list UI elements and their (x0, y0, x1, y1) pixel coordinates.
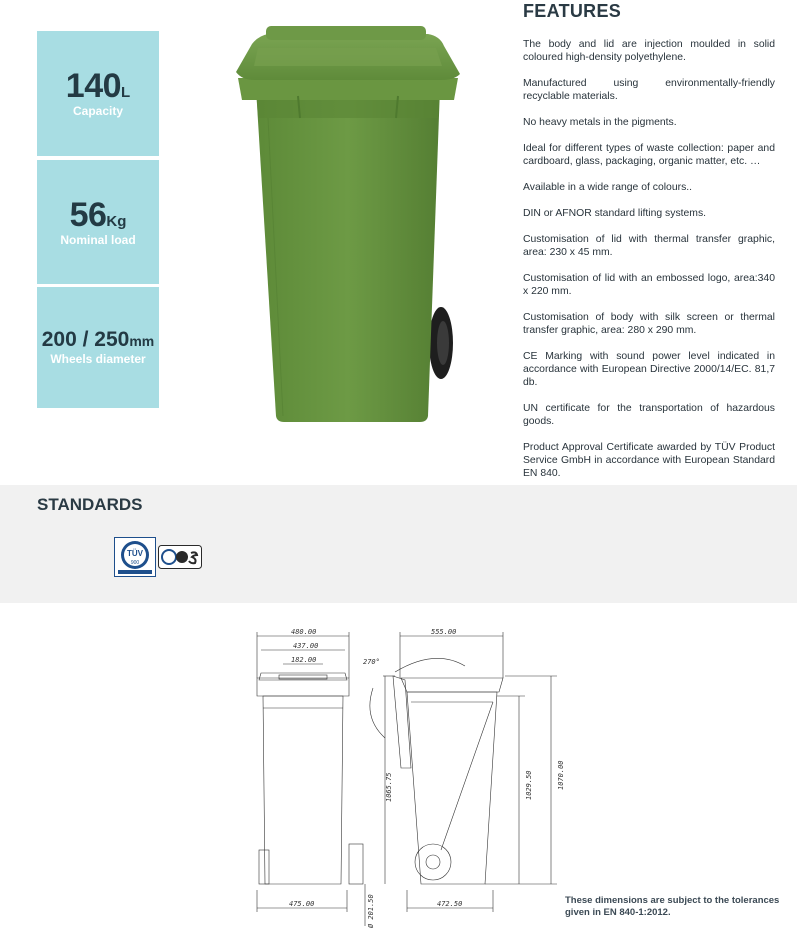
spec-label: Nominal load (60, 232, 136, 247)
tuv-logo-icon (114, 537, 156, 577)
feature-item: The body and lid are injection moulded in solid coloured high-density polyethylene. (523, 39, 775, 63)
spec-nominal-load (37, 160, 159, 284)
feature-item: Available in a wide range of colours.. (523, 182, 693, 193)
feature-item: Customisation of lid with thermal transfer graphic, area: 230 x 45 mm. (523, 234, 775, 258)
dim-angle: 270° (363, 658, 380, 666)
dim-height-body: 1029.50 (525, 770, 533, 800)
tuv-logo-text: TÜV (127, 549, 143, 558)
feature-item: Customisation of lid with an embossed logo, area:340 x 220 mm. (523, 273, 775, 297)
gs-logo-icon (158, 545, 202, 569)
tuv-logo-sub: 900 (130, 560, 140, 566)
features-title: FEATURES (523, 1, 622, 21)
feature-item: UN certificate for the transportation of hazardous goods. (523, 403, 775, 427)
feature-item: No heavy metals in the pigments. (523, 117, 677, 128)
standards-title: STANDARDS (37, 495, 143, 514)
dim-front-lid: 437.00 (293, 642, 319, 650)
tolerance-note: These dimensions are subject to the tolerances given in EN 840-1:2012. (565, 895, 780, 918)
spec-wheels-diameter (37, 287, 159, 408)
dim-wheel: Ø 201.50 (367, 894, 375, 928)
features-list (523, 38, 775, 493)
spec-value: 56 (69, 195, 107, 234)
feature-item: CE Marking with sound power level indicated in accordance with European Directive 2000/14/EC. 81,7 db. (523, 351, 775, 388)
dim-height-open: 1065.75 (385, 772, 393, 802)
dim-front-width: 480.00 (291, 628, 317, 636)
spec-unit: L (121, 84, 131, 101)
spec-capacity (37, 31, 159, 156)
dim-height-total: 1070.00 (557, 760, 565, 790)
dim-front-handle: 182.00 (291, 656, 317, 664)
spec-value-line (42, 329, 155, 351)
dim-side-depth: 555.00 (431, 628, 457, 636)
technical-drawing (235, 618, 575, 932)
spec-label: Wheels diameter (50, 352, 146, 366)
spec-value-line (66, 69, 130, 103)
feature-item: Ideal for different types of waste collection: paper and cardboard, glass, packaging, organic matter, etc. … (523, 143, 775, 167)
spec-value: 140 (65, 67, 122, 105)
dim-front-base: 475.00 (289, 900, 315, 908)
feature-item: Customisation of body with silk screen or thermal transfer graphic, area: 280 x 290 mm. (523, 312, 775, 336)
feature-item: DIN or AFNOR standard lifting systems. (523, 208, 707, 219)
feature-item: Manufactured using environmentally-friendly recyclable materials. (523, 78, 775, 102)
spec-label: Capacity (72, 104, 124, 118)
spec-unit: Kg (106, 212, 127, 230)
wheelie-bin-image (228, 18, 468, 428)
dim-side-base: 472.50 (437, 900, 463, 908)
spec-value-line (69, 195, 127, 234)
spec-value: 200 / 250 (41, 328, 130, 351)
spec-unit: mm (129, 333, 155, 349)
feature-item: Product Approval Certificate awarded by TÜV Product Service GmbH in accordance with European Standard EN 840. (523, 442, 775, 479)
